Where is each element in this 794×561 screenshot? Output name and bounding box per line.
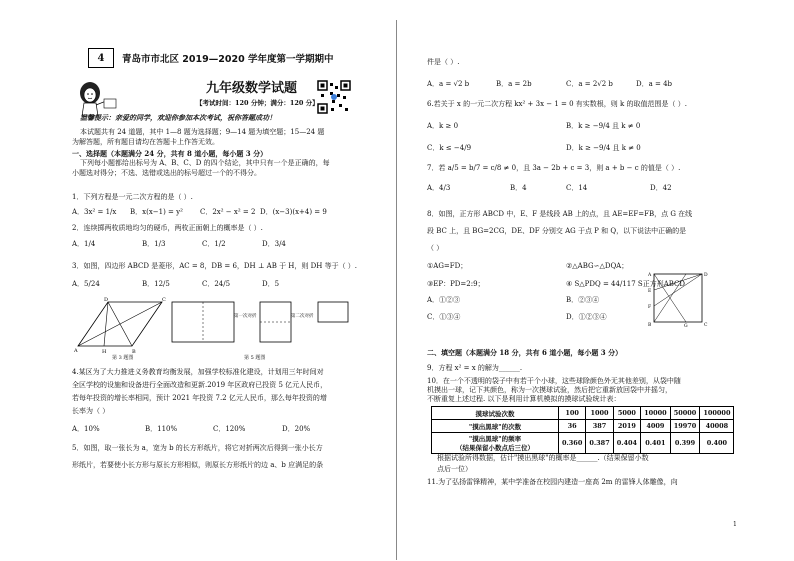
q10-line-3: 不断重复上述过程. 以下是利用计算机模拟的摸球试验统计表： bbox=[427, 395, 621, 403]
fold-label-1: 第一次对折 bbox=[234, 314, 257, 319]
table-cell: 0.360 bbox=[559, 433, 586, 454]
label-a: A bbox=[74, 348, 78, 354]
q4-line-1: 4.某区为了大力推进义务教育均衡发展，加强学校标准化建设，计划用三年时间对 bbox=[72, 368, 324, 376]
q8-line-3: （ ） bbox=[427, 244, 444, 252]
section1-desc-1: 下列每小题都给出标号为 A、B、C、D 的四个结论，其中只有一个是正确的，每 bbox=[80, 159, 330, 167]
exam-title: 青岛市市北区 2019—2020 学年度第一学期期中 bbox=[122, 54, 334, 65]
q5-option-a: A．a = √2 b bbox=[427, 80, 470, 88]
q6-option-c: C．k ≤ −4/9 bbox=[427, 144, 472, 152]
svg-text:D: D bbox=[704, 273, 708, 278]
table-cell: 387 bbox=[586, 420, 613, 433]
q4-line-2: 全区学校的设施和设备进行全面改造和更新.2019 年区政府已投资 5 亿元人民币， bbox=[72, 381, 328, 389]
q9-stem: 9．方程 x² = x 的解为______. bbox=[427, 364, 523, 372]
q5-option-d: D．a = 4b bbox=[636, 80, 673, 88]
section1-title: 一、选择题（本题满分 24 分，共有 8 道小题，每小题 3 分） bbox=[72, 149, 268, 158]
q8-statement-3: ③EP：PD=2:9； bbox=[427, 280, 485, 288]
table-cell: 50000 bbox=[670, 407, 700, 420]
table-cell: 2019 bbox=[613, 420, 640, 433]
q7-stem: 7．若 a/5 = b/7 = c/8 ≠ 0，且 3a − 2b + c = 3，则 a + b − c 的值是（ ）. bbox=[427, 164, 681, 172]
q5-line-2: 形纸片，若要使小长方形与原长方形相似，则原长方形纸片的边 a、b 应满足的条 bbox=[72, 461, 324, 469]
q10-after-1: 根据试验所得数据，估计"摸出黑球"的概率是______.（结果保留小数 bbox=[437, 454, 649, 462]
column-divider bbox=[396, 20, 397, 560]
svg-text:E: E bbox=[648, 289, 652, 294]
section1-desc-2: 小题选对得分；不选、选错或选出的标号超过一个的不得分。 bbox=[72, 169, 261, 177]
svg-text:A: A bbox=[648, 273, 652, 278]
svg-text:B: B bbox=[648, 323, 652, 328]
q8-statement-4: ④ S△PDQ = 44/117 S正方形ABCD bbox=[566, 280, 685, 288]
label-c: C bbox=[162, 297, 166, 303]
table-row-label: "摸出黑球"的次数 bbox=[432, 420, 559, 433]
svg-text:C: C bbox=[704, 323, 708, 328]
table-row bbox=[432, 420, 734, 433]
q7-option-a: A．4/3 bbox=[427, 184, 451, 192]
table-cell: 5000 bbox=[613, 407, 640, 420]
q6-option-a: A．k ≥ 0 bbox=[427, 122, 459, 130]
q8-option-c: C．①③④ bbox=[427, 313, 461, 321]
q7-option-b: B．4 bbox=[510, 184, 527, 192]
svg-text:G: G bbox=[684, 324, 688, 328]
q7-option-d: D．42 bbox=[650, 184, 672, 192]
q8-option-b: B．②③④ bbox=[566, 296, 600, 304]
q6-stem: 6.若关于 x 的一元二次方程 kx² + 3x − 1 = 0 有实数根，则 k 的取值范围是（ ）. bbox=[427, 100, 687, 108]
q4-option-a: A．10% bbox=[72, 425, 100, 433]
label-h: H bbox=[102, 349, 107, 355]
q2-option-b: B．1/3 bbox=[142, 240, 166, 248]
table-cell: 0.387 bbox=[586, 433, 613, 454]
q3-option-d: D．5 bbox=[262, 280, 280, 288]
table-row-label: 摸球试验次数 bbox=[432, 407, 559, 420]
q2-option-c: C．1/2 bbox=[202, 240, 226, 248]
section2-title: 二、填空题（本题满分 18 分，共有 6 道小题，每小题 3 分） bbox=[427, 348, 623, 357]
table-cell: 10000 bbox=[641, 407, 671, 420]
fig5-caption: 第 5 题图 bbox=[244, 355, 266, 361]
table-cell: 36 bbox=[559, 420, 586, 433]
q1-option-c: C．2x² − x² = 2 bbox=[200, 208, 256, 216]
q5-option-c: C．a = 2√2 b bbox=[566, 80, 613, 88]
table-row bbox=[432, 433, 734, 454]
q4-line-4: 长率为（ ） bbox=[72, 407, 110, 415]
table-row bbox=[432, 407, 734, 420]
table-cell: 0.401 bbox=[641, 433, 671, 454]
label-d: D bbox=[104, 297, 109, 303]
qr-code-icon bbox=[317, 80, 351, 114]
q1-stem: 1．下列方程是一元二次方程的是（ ）. bbox=[72, 193, 193, 201]
q10-line-2: 机摸出一球，记下其颜色，称为一次摸球试验，然后把它重新放回袋中并摇匀， bbox=[427, 386, 672, 394]
q3-option-c: C．24/5 bbox=[202, 280, 231, 288]
q1-option-a: A．3x² = 1/x bbox=[72, 208, 117, 216]
label-b: B bbox=[132, 349, 136, 355]
experiment-table bbox=[431, 406, 734, 454]
q8-option-a: A．①②③ bbox=[427, 296, 461, 304]
q8-line-1: 8．如图，正方形 ABCD 中，E、F 是线段 AB 上的点，且 AE=EF=FB，点 G 在线 bbox=[427, 210, 693, 218]
q3-stem: 3．如图，四边形 ABCD 是菱形，AC = 8，DB = 6，DH ⊥ AB 于 H，则 DH 等于（ ）. bbox=[72, 262, 358, 270]
q11-line-1: 11.为了弘扬雷锋精神，某中学准备在校园内建造一座高 2m 的雷锋人体雕像，向 bbox=[427, 478, 678, 486]
square-figure bbox=[648, 270, 710, 328]
q2-option-a: A．1/4 bbox=[72, 240, 96, 248]
table-cell: 1000 bbox=[586, 407, 613, 420]
rhombus-figure bbox=[74, 296, 166, 356]
page-number: 1 bbox=[733, 521, 737, 528]
freq-label-1: "摸出黑球"的频率 bbox=[468, 435, 522, 443]
q5-line-1: 5．如图，取一张长为 a，宽为 b 的长方形纸片，将它对折两次后得到一张小长方 bbox=[72, 444, 323, 452]
intro-line-2: 为解答题，所有题目请均在答题卡上作答无效。 bbox=[72, 138, 219, 146]
table-row-label bbox=[432, 433, 559, 454]
q7-option-c: C．14 bbox=[566, 184, 588, 192]
q4-option-d: D．20% bbox=[282, 425, 311, 433]
q8-statement-1: ①AG=FD； bbox=[427, 262, 468, 270]
cartoon-girl-icon bbox=[76, 79, 120, 117]
freq-label-2: （结果保留小数点后三位） bbox=[456, 444, 534, 452]
table-cell: 100000 bbox=[700, 407, 734, 420]
q2-option-d: D．3/4 bbox=[262, 240, 286, 248]
table-cell: 19970 bbox=[670, 420, 700, 433]
q2-stem: 2．连续掷两枚质地均匀的硬币，两枚正面朝上的概率是（ ）. bbox=[72, 224, 263, 232]
table-cell: 0.399 bbox=[670, 433, 700, 454]
exam-tip: 温馨提示：亲爱的同学，欢迎你参加本次考试，祝你答题成功！ bbox=[80, 113, 276, 122]
q4-line-3: 若每年投资的增长率相同，预计 2021 年投资 7.2 亿元人民币，那么每年投资的增 bbox=[72, 394, 327, 402]
q5-option-b: B．a = 2b bbox=[496, 80, 532, 88]
q6-option-b: B．k ≥ −9/4 且 k ≠ 0 bbox=[566, 122, 641, 130]
q1-option-b: B．x(x−1) = y² bbox=[130, 208, 183, 216]
q8-statement-2: ②△ABG∽△DQA； bbox=[566, 262, 629, 270]
q5-continued: 件是（ ）. bbox=[427, 58, 460, 66]
paper-number-box: 4 bbox=[88, 48, 114, 68]
q4-option-b: B．110% bbox=[145, 425, 178, 433]
exam-subtitle: 九年级数学试题 bbox=[206, 81, 298, 96]
q4-option-c: C．120% bbox=[213, 425, 246, 433]
table-cell: 4009 bbox=[641, 420, 671, 433]
fig3-caption: 第 3 题图 bbox=[112, 355, 134, 361]
table-cell: 40008 bbox=[700, 420, 734, 433]
table-cell: 100 bbox=[559, 407, 586, 420]
q8-option-d: D．①②③④ bbox=[566, 313, 607, 321]
exam-info: 【考试时间：120 分钟；满分：120 分】 bbox=[196, 99, 319, 107]
q8-line-2: 段 BC 上，且 BG=2CG，DE、DF 分别交 AG 于点 P 和 Q，以下说法中正确的是 bbox=[427, 227, 687, 235]
q3-option-a: A．5/24 bbox=[72, 280, 100, 288]
table-cell: 0.404 bbox=[613, 433, 640, 454]
fold-label-2: 第二次对折 bbox=[291, 314, 314, 319]
q3-option-b: B．12/5 bbox=[142, 280, 170, 288]
svg-text:F: F bbox=[648, 305, 652, 310]
folding-figure bbox=[170, 300, 350, 346]
q10-line-1: 10．在一个不透明的袋子中有若干个小球，这些球除颜色外无其他差别，从袋中随 bbox=[427, 377, 681, 385]
table-cell: 0.400 bbox=[700, 433, 734, 454]
q6-option-d: D．k ≥ −9/4 且 k ≠ 0 bbox=[566, 144, 641, 152]
intro-line-1: 本试题共有 24 道题，其中 1—8 题为选择题；9—14 题为填空题；15—24 题 bbox=[80, 128, 325, 136]
q10-after-2: 点后一位） bbox=[437, 465, 472, 473]
q1-option-d: D．(x−3)(x+4) = 9 bbox=[260, 208, 327, 216]
